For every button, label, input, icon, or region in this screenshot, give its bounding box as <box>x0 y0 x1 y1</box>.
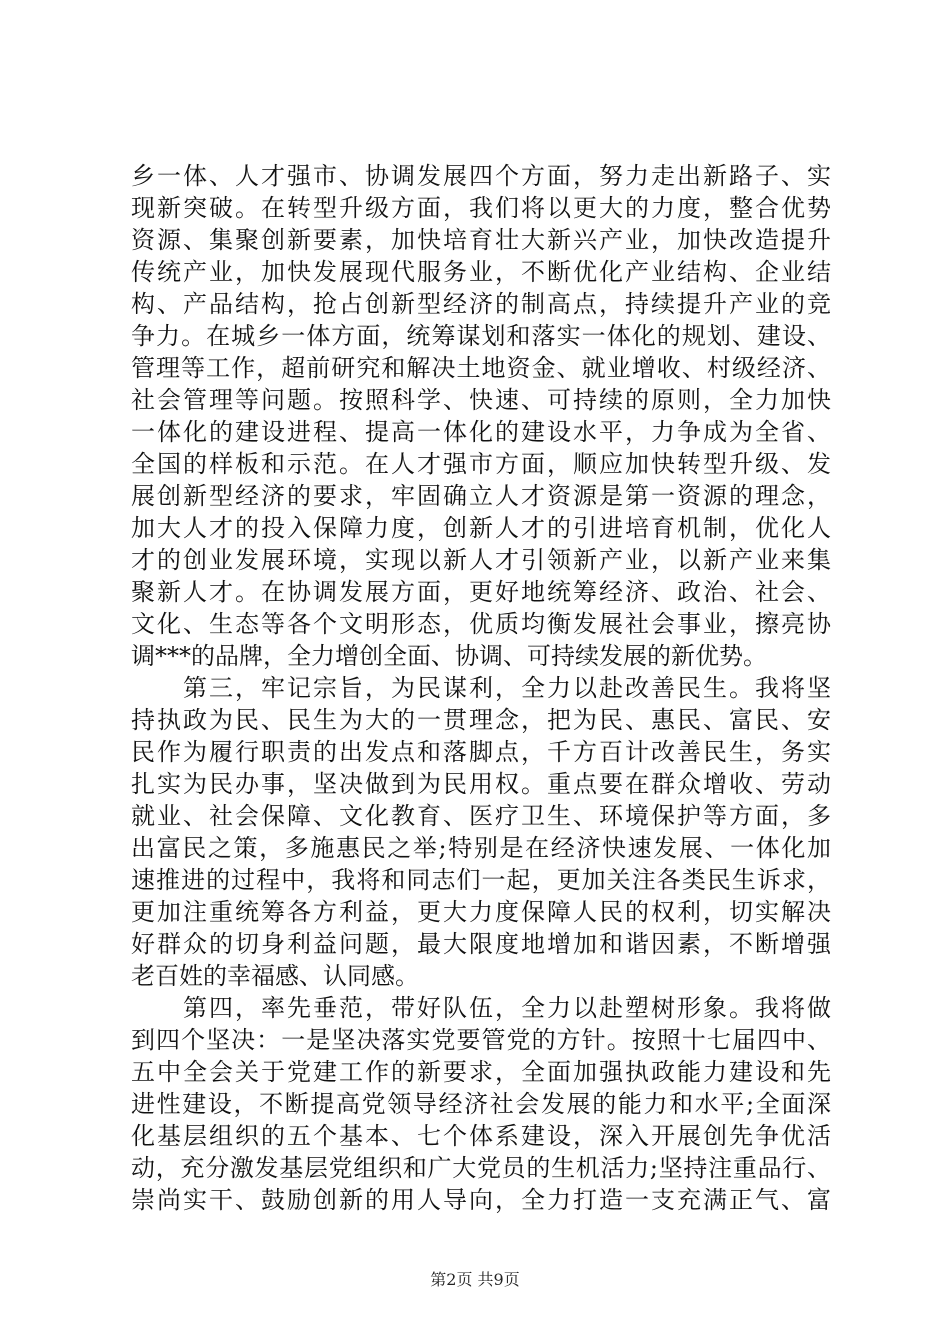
text-line: 速推进的过程中，我将和同志们一起，更加关注各类民生诉求， <box>131 866 831 894</box>
text-line: 进性建设，不断提高党领导经济社会发展的能力和水平;全面深 <box>131 1090 831 1118</box>
text-line: 资源、集聚创新要素，加快培育壮大新兴产业，加快改造提升 <box>131 226 831 254</box>
text-line: 化基层组织的五个基本、七个体系建设，深入开展创先争优活 <box>131 1122 831 1150</box>
page-number-footer: 第2页 共9页 <box>430 1270 520 1289</box>
text-line: 传统产业，加快发展现代服务业，不断优化产业结构、企业结 <box>131 258 831 286</box>
text-line: 出富民之策，多施惠民之举;特别是在经济快速发展、一体化加 <box>131 834 831 862</box>
text-line: 一体化的建设进程、提高一体化的建设水平，力争成为全省、 <box>131 418 831 446</box>
document-body <box>131 160 831 1216</box>
text-line: 动，充分激发基层党组织和广大党员的生机活力;坚持注重品行、 <box>131 1154 831 1182</box>
text-line: 现新突破。在转型升级方面，我们将以更大的力度，整合优势 <box>131 194 831 222</box>
text-line: 构、产品结构，抢占创新型经济的制高点，持续提升产业的竞 <box>131 290 831 318</box>
text-line: 更加注重统筹各方利益，更大力度保障人民的权利，切实解决 <box>131 898 831 926</box>
text-line: 崇尚实干、鼓励创新的用人导向，全力打造一支充满正气、富 <box>131 1186 831 1214</box>
text-line: 加大人才的投入保障力度，创新人才的引进培育机制，优化人 <box>131 514 831 542</box>
text-line: 乡一体、人才强市、协调发展四个方面，努力走出新路子、实 <box>131 162 831 190</box>
text-line: 社会管理等问题。按照科学、快速、可持续的原则，全力加快 <box>131 386 831 414</box>
text-line: 文化、生态等各个文明形态，优质均衡发展社会事业，擦亮协 <box>131 610 831 638</box>
text-line: 持执政为民、民生为大的一贯理念，把为民、惠民、富民、安 <box>131 706 831 734</box>
text-line: 全国的样板和示范。在人才强市方面，顺应加快转型升级、发 <box>131 450 831 478</box>
text-line: 第四，率先垂范，带好队伍，全力以赴塑树形象。我将做 <box>131 994 831 1022</box>
text-line: 第三，牢记宗旨，为民谋利，全力以赴改善民生。我将坚 <box>131 674 831 702</box>
text-line: 调***的品牌，全力增创全面、协调、可持续发展的新优势。 <box>131 642 767 670</box>
text-line: 老百姓的幸福感、认同感。 <box>131 962 419 990</box>
text-line: 民作为履行职责的出发点和落脚点，千方百计改善民生，务实 <box>131 738 831 766</box>
text-line: 展创新型经济的要求，牢固确立人才资源是第一资源的理念， <box>131 482 831 510</box>
text-line: 就业、社会保障、文化教育、医疗卫生、环境保护等方面，多 <box>131 802 831 830</box>
text-line: 好群众的切身利益问题，最大限度地增加和谐因素，不断增强 <box>131 930 831 958</box>
text-line: 才的创业发展环境，实现以新人才引领新产业，以新产业来集 <box>131 546 831 574</box>
text-line: 扎实为民办事，坚决做到为民用权。重点要在群众增收、劳动 <box>131 770 831 798</box>
text-line: 管理等工作，超前研究和解决土地资金、就业增收、村级经济、 <box>131 354 831 382</box>
text-line: 聚新人才。在协调发展方面，更好地统筹经济、政治、社会、 <box>131 578 831 606</box>
text-line: 争力。在城乡一体方面，统筹谋划和落实一体化的规划、建设、 <box>131 322 831 350</box>
text-line: 五中全会关于党建工作的新要求，全面加强执政能力建设和先 <box>131 1058 831 1086</box>
text-line: 到四个坚决：一是坚决落实党要管党的方针。按照十七届四中、 <box>131 1026 831 1054</box>
